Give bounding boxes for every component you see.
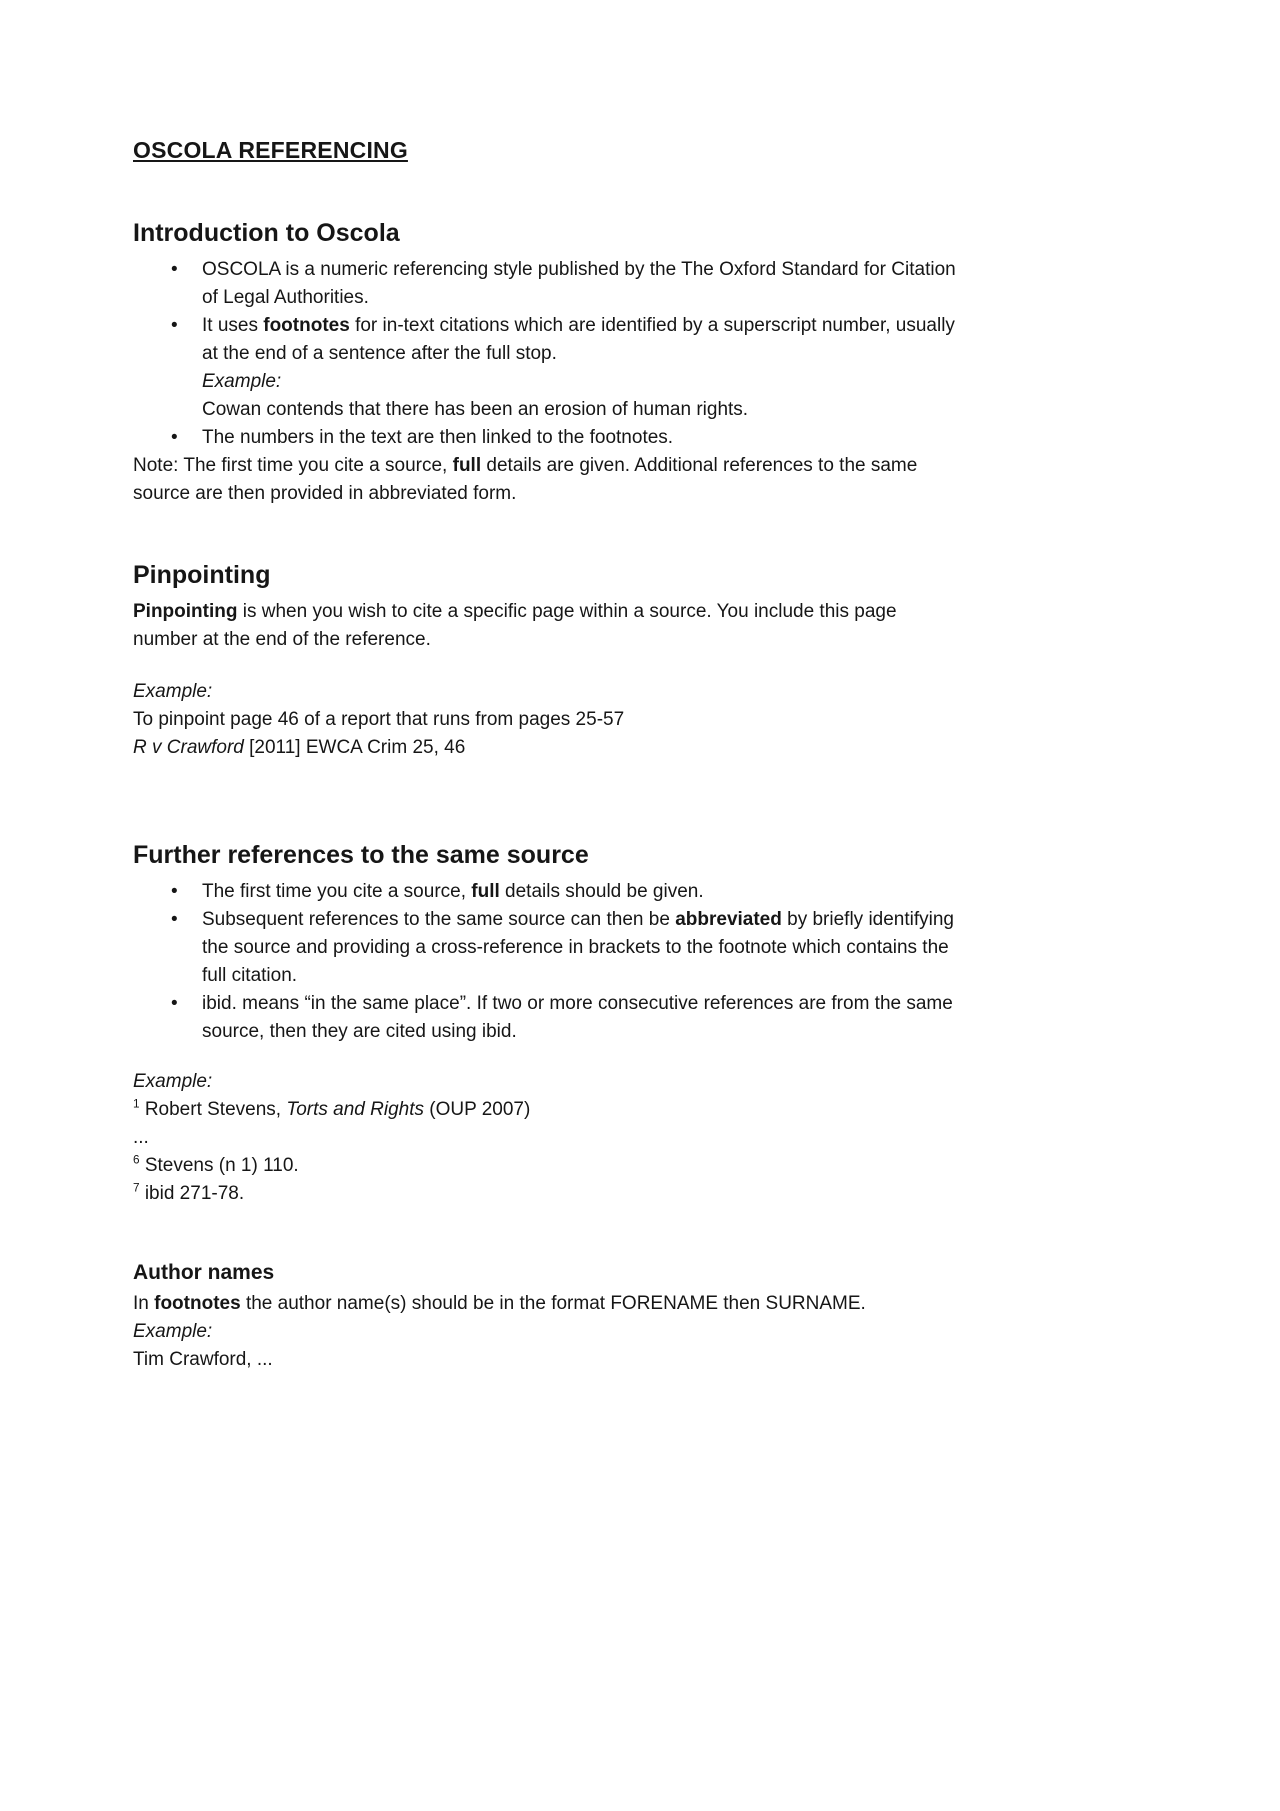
list-item-footnotes bbox=[133, 312, 958, 424]
section-pinpointing bbox=[133, 560, 958, 762]
list-item-ibid bbox=[133, 990, 958, 1046]
list-item-first-cite bbox=[133, 878, 958, 906]
pinpoint-citation-line bbox=[133, 734, 958, 762]
list-item-oscola-definition bbox=[133, 256, 958, 312]
pinpointing-paragraph bbox=[133, 598, 958, 654]
bullet-marker: • bbox=[171, 259, 178, 280]
text-segment: Note: The first time you cite a source, bbox=[133, 455, 453, 476]
list-item-numbers-linked bbox=[133, 424, 958, 452]
text-segment: Stevens (n 1) 110. bbox=[139, 1155, 299, 1176]
example-label: Example: bbox=[133, 681, 213, 702]
text-segment: The first time you cite a source, bbox=[202, 881, 472, 902]
bullet-marker: • bbox=[171, 315, 178, 336]
text-segment-bold: footnotes bbox=[154, 1293, 241, 1314]
text-segment-bold: Pinpointing bbox=[133, 601, 238, 622]
text-segment: ibid 271-78. bbox=[139, 1183, 245, 1204]
section-further-references bbox=[133, 840, 958, 1208]
book-title: Torts and Rights bbox=[286, 1099, 424, 1120]
footnote-number: 1 bbox=[133, 1097, 140, 1111]
section-heading-author-names: Author names bbox=[133, 1261, 275, 1284]
note-paragraph bbox=[133, 452, 958, 508]
bullet-marker: • bbox=[171, 909, 178, 930]
example-label: Example: bbox=[202, 371, 282, 392]
list-item-text: OSCOLA is a numeric referencing style published by the The Oxford Standard for Citation of Legal Authorities. bbox=[202, 259, 956, 308]
text-segment-bold: abbreviated bbox=[675, 909, 782, 930]
bullet-marker: • bbox=[171, 993, 178, 1014]
author-names-paragraph bbox=[133, 1290, 958, 1318]
section-heading-introduction: Introduction to Oscola bbox=[133, 219, 400, 247]
text-segment: details are given. Additional references to the same source are then provided in abbreviated form. bbox=[133, 455, 918, 504]
pinpoint-example-line: To pinpoint page 46 of a report that runs from pages 25-57 bbox=[133, 709, 625, 730]
footnote-1 bbox=[133, 1096, 958, 1124]
section-author-names bbox=[133, 1260, 958, 1374]
footnote-number: 7 bbox=[133, 1181, 140, 1195]
footnote-6 bbox=[133, 1152, 958, 1180]
text-segment: In bbox=[133, 1293, 155, 1314]
document-title: OSCOLA REFERENCING bbox=[133, 137, 408, 163]
section-heading-pinpointing: Pinpointing bbox=[133, 561, 271, 589]
footnote-7 bbox=[133, 1180, 958, 1208]
list-item-subsequent-references bbox=[133, 906, 958, 990]
text-segment: It uses bbox=[202, 315, 264, 336]
text-segment: for in-text citations which are identified by a superscript number, usually at the end of a sentence after the full stop. bbox=[202, 315, 955, 364]
text-segment: [2011] EWCA Crim 25, 46 bbox=[243, 737, 466, 758]
section-introduction bbox=[133, 218, 958, 508]
example-label: Example: bbox=[133, 1321, 213, 1342]
text-segment: is when you wish to cite a specific page within a source. You include this page number at the end of the reference. bbox=[133, 601, 897, 650]
ellipsis-line: ... bbox=[133, 1127, 149, 1148]
text-segment: Subsequent references to the same source can then be bbox=[202, 909, 676, 930]
section-heading-further-references: Further references to the same source bbox=[133, 841, 589, 869]
text-segment-bold: full bbox=[471, 881, 500, 902]
list-item-text: ibid. means “in the same place”. If two or more consecutive references are from the same source, then they are cited using ibid. bbox=[202, 993, 953, 1042]
bullet-marker: • bbox=[171, 881, 178, 902]
text-segment-bold: full bbox=[452, 455, 482, 476]
list-item-text bbox=[202, 909, 954, 986]
bullet-marker: • bbox=[171, 427, 178, 448]
author-example-line: Tim Crawford, ... bbox=[133, 1349, 273, 1370]
text-segment: (OUP 2007) bbox=[424, 1099, 531, 1120]
case-name: R v Crawford bbox=[133, 737, 244, 758]
text-segment: Robert Stevens, bbox=[139, 1099, 287, 1120]
example-label: Example: bbox=[133, 1071, 213, 1092]
text-segment: details should be given. bbox=[499, 881, 704, 902]
footnote-number: 6 bbox=[133, 1153, 140, 1167]
text-segment-bold: footnotes bbox=[263, 315, 350, 336]
example-text: Cowan contends that there has been an erosion of human rights. bbox=[202, 399, 749, 420]
list-item-text bbox=[202, 315, 955, 364]
list-item-text: The numbers in the text are then linked to the footnotes. bbox=[202, 427, 674, 448]
list-item-text bbox=[202, 881, 704, 902]
text-segment: by briefly identifying the source and providing a cross-reference in brackets to the footnote which contains the full citation. bbox=[202, 909, 955, 986]
text-segment: the author name(s) should be in the format FORENAME then SURNAME. bbox=[240, 1293, 866, 1314]
